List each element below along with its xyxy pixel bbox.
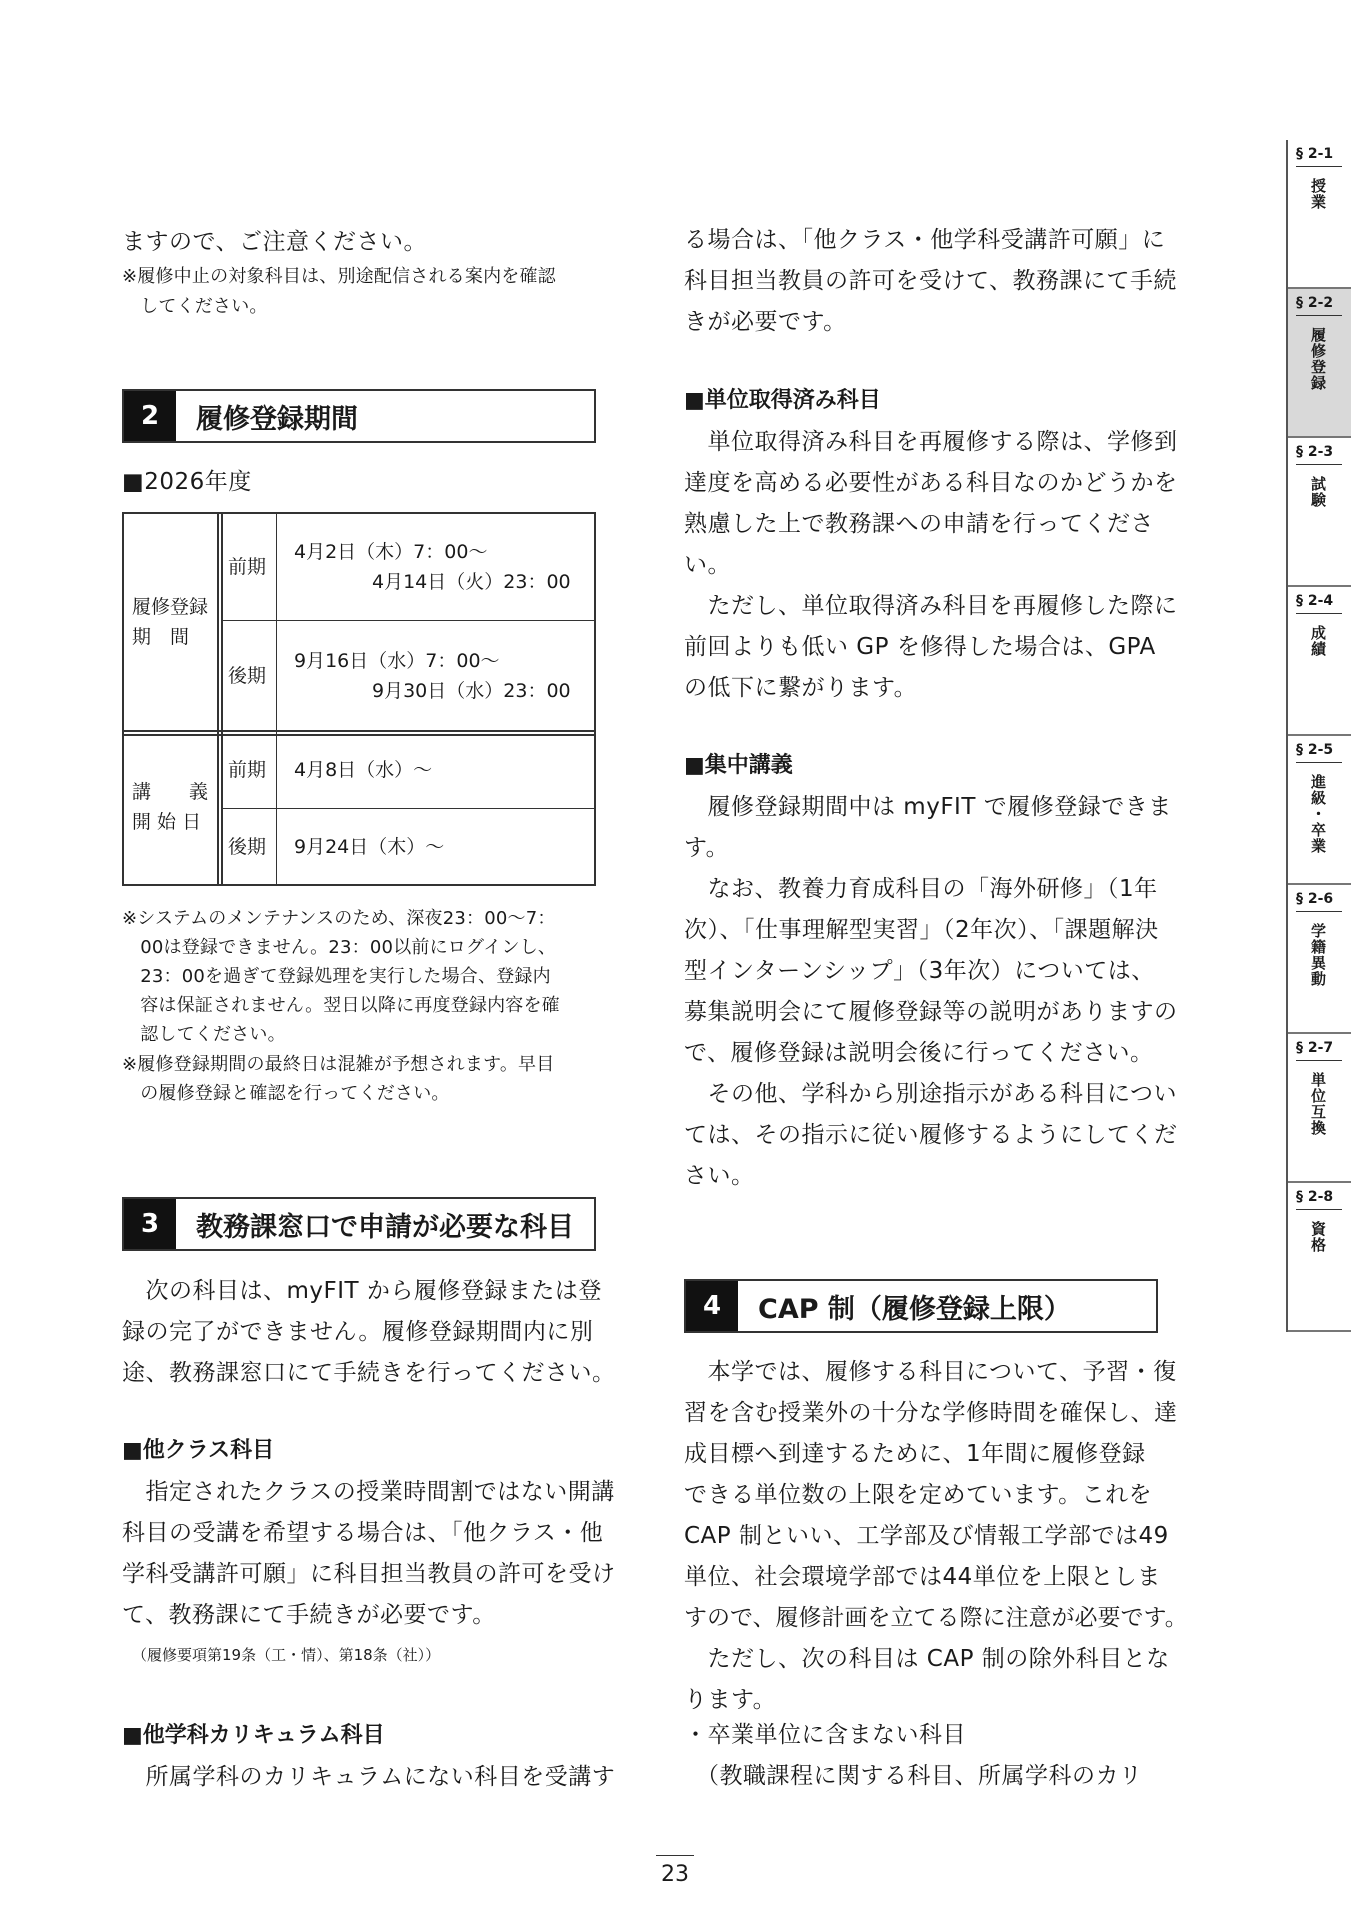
other-class-line: 学科受講許可願」に科目担当教員の許可を受け [122,1561,616,1587]
row-label-start: 講 義 [132,781,209,803]
page-number-rule [656,1855,694,1856]
start-second: 9月24日（木）〜 [294,836,445,858]
sec3-body-line: 途、教務課窓口にて手続きを行ってください。 [122,1360,616,1386]
sec4-line: 単位、社会環境学部では44単位を上限としま [684,1564,1161,1590]
tab-label: 単位互換 [1309,1072,1327,1136]
retake-line: 単位取得済み科目を再履修する際は、学修到 [684,429,1178,455]
retake-heading: ■単位取得済み科目 [684,388,881,413]
intensive-line: その他、学科から別途指示がある科目につい [684,1081,1178,1107]
retake-line: 前回よりも低い GP を修得した場合は、GPA [684,634,1156,660]
other-class-line: て、教務課にて手続きが必要です。 [122,1602,496,1628]
reg-first-end: 4月14日（火）23：00 [372,571,571,593]
intensive-heading: ■集中講義 [684,753,793,778]
start-first: 4月8日（水）〜 [294,759,433,781]
section-title: 教務課窓口で申請が必要な科目 [196,1211,574,1243]
intensive-line: 募集説明会にて履修登録等の説明がありますの [684,999,1178,1025]
other-dept-line: 所属学科のカリキュラムにない科目を受講す [122,1764,616,1790]
sec3-body-line: 録の完了ができません。履修登録期間内に別 [122,1319,594,1345]
cont-line: 科目担当教員の許可を受けて、教務課にて手続 [684,268,1178,294]
row-label-registration-2: 期 間 [132,626,190,648]
tab-label: 授業 [1309,178,1327,210]
section-title: CAP 制（履修登録上限） [758,1293,1071,1325]
tab-code: § 2-1 [1296,146,1334,162]
intensive-line: ては、その指示に従い履修するようにしてくだ [684,1122,1178,1148]
tab-code: § 2-4 [1296,593,1334,609]
intensive-line: なお、教養力育成科目の「海外研修」（1年 [684,876,1158,902]
tab-2-5[interactable] [1288,736,1351,885]
other-class-heading: ■他クラス科目 [122,1438,275,1463]
sec4-line: ・卒業単位に含まない科目 [684,1722,966,1748]
sec4-line: CAP 制といい、工学部及び情報工学部では49 [684,1523,1169,1549]
tab-code: § 2-5 [1296,742,1334,758]
page-number: 23 [661,1862,689,1887]
tab-label: 成績 [1309,625,1327,657]
section-number: 4 [686,1281,738,1331]
tab-2-6[interactable] [1288,885,1351,1034]
tab-2-8[interactable] [1288,1183,1351,1332]
tab-label: 進級・卒業 [1309,774,1327,854]
intro-note-2: してください。 [122,296,268,317]
retake-line: い。 [684,552,731,578]
table-note-line: 容は保証されません。翌日以降に再度登録内容を確 [122,995,560,1016]
section-3-heading [122,1197,596,1251]
sec4-line: ただし、次の科目は CAP 制の除外科目とな [684,1646,1170,1672]
retake-line: ただし、単位取得済み科目を再履修した際に [684,593,1178,619]
tab-label: 履修登録 [1309,327,1327,391]
table-note-line: 23：00を過ぎて登録処理を実行した場合、登録内 [122,966,551,987]
tab-code: § 2-6 [1296,891,1334,907]
sec4-line: 成目標へ到達するために、1年間に履修登録 [684,1441,1146,1467]
sec4-line: ります。 [684,1687,777,1713]
chapter-tabs [1286,140,1351,1332]
retake-line: の低下に繋がります。 [684,675,918,701]
section-title: 履修登録期間 [196,403,358,435]
tab-label: 資格 [1309,1221,1327,1253]
tab-code: § 2-8 [1296,1189,1334,1205]
intensive-line: さい。 [684,1163,755,1189]
tab-code: § 2-2 [1296,295,1334,311]
sec4-line: すので、履修計画を立てる際に注意が必要です。 [684,1605,1188,1631]
row-label-registration: 履修登録 [132,596,209,618]
term-first: 前期 [228,556,267,578]
sec4-line: （教職課程に関する科目、所属学科のカリ [684,1763,1143,1789]
table-note-line: ※履修登録期間の最終日は混雑が予想されます。早目 [122,1054,555,1075]
section-number: 2 [124,391,176,441]
tab-label: 試験 [1309,476,1327,508]
term-second: 後期 [228,665,267,687]
sec4-line: できる単位数の上限を定めています。これを [684,1482,1153,1508]
term-first: 前期 [228,759,267,781]
year-label: ■2026年度 [122,469,252,495]
intensive-line: で、履修登録は説明会後に行ってください。 [684,1040,1154,1066]
other-class-note: （履修要項第19条（工・情）、第18条（社）） [132,1646,441,1664]
tab-2-1[interactable] [1288,140,1351,289]
table-note-line: 認してください。 [122,1024,286,1045]
reg-first-start: 4月2日（木）7：00〜 [294,541,488,563]
tab-2-7[interactable] [1288,1034,1351,1183]
sec3-body-line: 次の科目は、myFIT から履修登録または登 [122,1278,602,1304]
row-label-start-2: 開 始 日 [132,811,202,833]
section-number: 3 [124,1199,176,1249]
reg-second-start: 9月16日（水）7：00〜 [294,650,500,672]
term-second: 後期 [228,836,267,858]
reg-second-end: 9月30日（水）23：00 [372,680,571,702]
intro-note-1: ※履修中止の対象科目は、別途配信される案内を確認 [122,266,556,287]
table-note-line: ※システムのメンテナンスのため、深夜23：00〜7： [122,908,556,929]
section-2-heading [122,389,596,443]
sec4-line: 本学では、履修する科目について、予習・復 [684,1359,1177,1385]
tab-label: 学籍異動 [1309,923,1327,987]
retake-line: 熟慮した上で教務課への申請を行ってくださ [684,511,1154,537]
other-dept-heading: ■他学科カリキュラム科目 [122,1723,385,1748]
sec4-line: 習を含む授業外の十分な学修時間を確保し、達 [684,1400,1178,1426]
intro-line: ますので、ご注意ください。 [122,229,428,255]
section-4-heading [684,1279,1158,1333]
tab-2-2[interactable] [1288,289,1351,438]
retake-line: 達度を高める必要性がある科目なのかどうかを [684,470,1178,496]
intensive-line: す。 [684,835,730,861]
intensive-line: 次）、「仕事理解型実習」（2年次）、「課題解決 [684,917,1159,943]
intensive-line: 履修登録期間中は myFIT で履修登録できま [684,794,1172,820]
table-note-line: 00は登録できません。23：00以前にログインし、 [122,937,557,958]
tab-code: § 2-3 [1296,444,1334,460]
cont-line: きが必要です。 [684,309,847,335]
other-class-line: 指定されたクラスの授業時間割ではない開講 [122,1479,615,1505]
other-class-line: 科目の受講を希望する場合は、「他クラス・他 [122,1520,604,1546]
cont-line: る場合は、「他クラス・他学科受講許可願」に [684,227,1166,253]
tab-2-3[interactable] [1288,438,1351,587]
table-note-line: の履修登録と確認を行ってください。 [122,1083,450,1104]
tab-2-4[interactable] [1288,587,1351,736]
intensive-line: 型インターンシップ」（3年次）については、 [684,958,1155,984]
tab-code: § 2-7 [1296,1040,1334,1056]
